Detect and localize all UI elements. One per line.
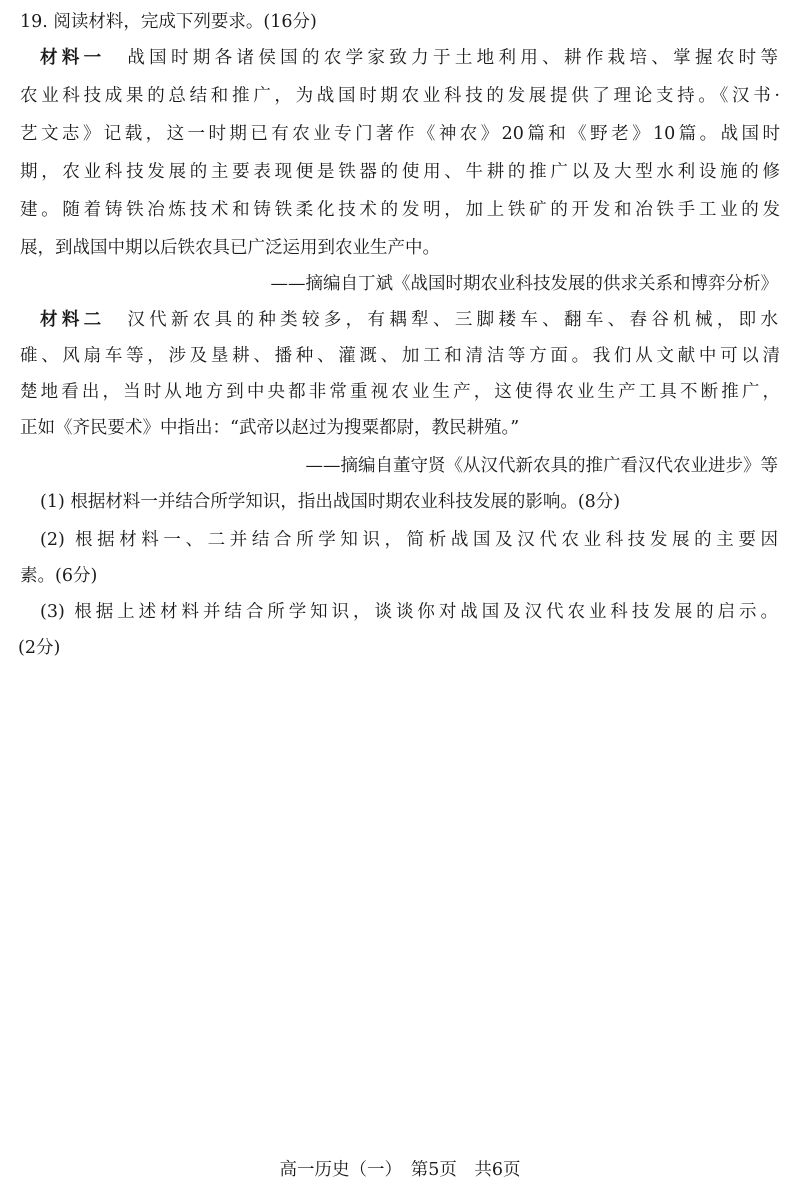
sub-question-2-line-2: 素。(6分): [20, 566, 98, 586]
material1-text-1: 战国时期各诸侯国的农学家致力于土地利用、耕作栽培、掌握农时等: [127, 48, 778, 68]
material2-line-2: 碓、风扇车等，涉及垦耕、播种、灌溉、加工和清洁等方面。我们从文献中可以清: [20, 346, 780, 366]
material2-source: ——摘编自董守贤《从汉代新农具的推广看汉代农业进步》等: [305, 456, 778, 476]
material2-line-1: [40, 308, 778, 332]
sub-question-1: (1) 根据材料一并结合所学知识，指出战国时期农业科技发展的影响。(8分): [40, 492, 621, 512]
material1-label: 材料一: [40, 48, 106, 68]
material1-line-4: 期，农业科技发展的主要表现便是铁器的使用、牛耕的推广以及大型水利设施的修: [20, 162, 780, 182]
material2-line-4: 正如《齐民要术》中指出：“武帝以赵过为搜粟都尉，教民耕殖。”: [20, 418, 520, 438]
sub-question-2-line-1: (2) 根据材料一、二并结合所学知识，简析战国及汉代农业科技发展的主要因: [40, 530, 778, 550]
material2-label: 材料二: [40, 310, 106, 330]
material2-line-3: 楚地看出，当时从地方到中央都非常重视农业生产，这使得农业生产工具不断推广，: [20, 382, 780, 402]
material1-line-6: 展，到战国中期以后铁农具已广泛运用到农业生产中。: [20, 238, 440, 258]
sub-question-3-line-1: (3) 根据上述材料并结合所学知识，谈谈你对战国及汉代农业科技发展的启示。: [40, 602, 778, 622]
question-title: 19. 阅读材料，完成下列要求。(16分): [20, 12, 317, 32]
material1-line-5: 建。随着铸铁冶炼技术和铸铁柔化技术的发明，加上铁矿的开发和冶铁手工业的发: [20, 200, 780, 220]
material1-line-1: [40, 46, 778, 70]
sub-question-3-line-2: (2分): [18, 638, 61, 658]
page-footer: 高一历史（一） 第5页 共6页: [279, 1160, 521, 1180]
material2-text-1: 汉代新农具的种类较多，有耦犁、三脚耧车、翻车、舂谷机械，即水: [127, 310, 778, 330]
material1-source: ——摘编自丁斌《战国时期农业科技发展的供求关系和博弈分析》: [270, 274, 778, 294]
material1-line-2: 农业科技成果的总结和推广，为战国时期农业科技的发展提供了理论支持。《汉书·: [20, 86, 780, 106]
material1-line-3: 艺文志》记载，这一时期已有农业专门著作《神农》20篇和《野老》10篇。战国时: [20, 124, 780, 144]
